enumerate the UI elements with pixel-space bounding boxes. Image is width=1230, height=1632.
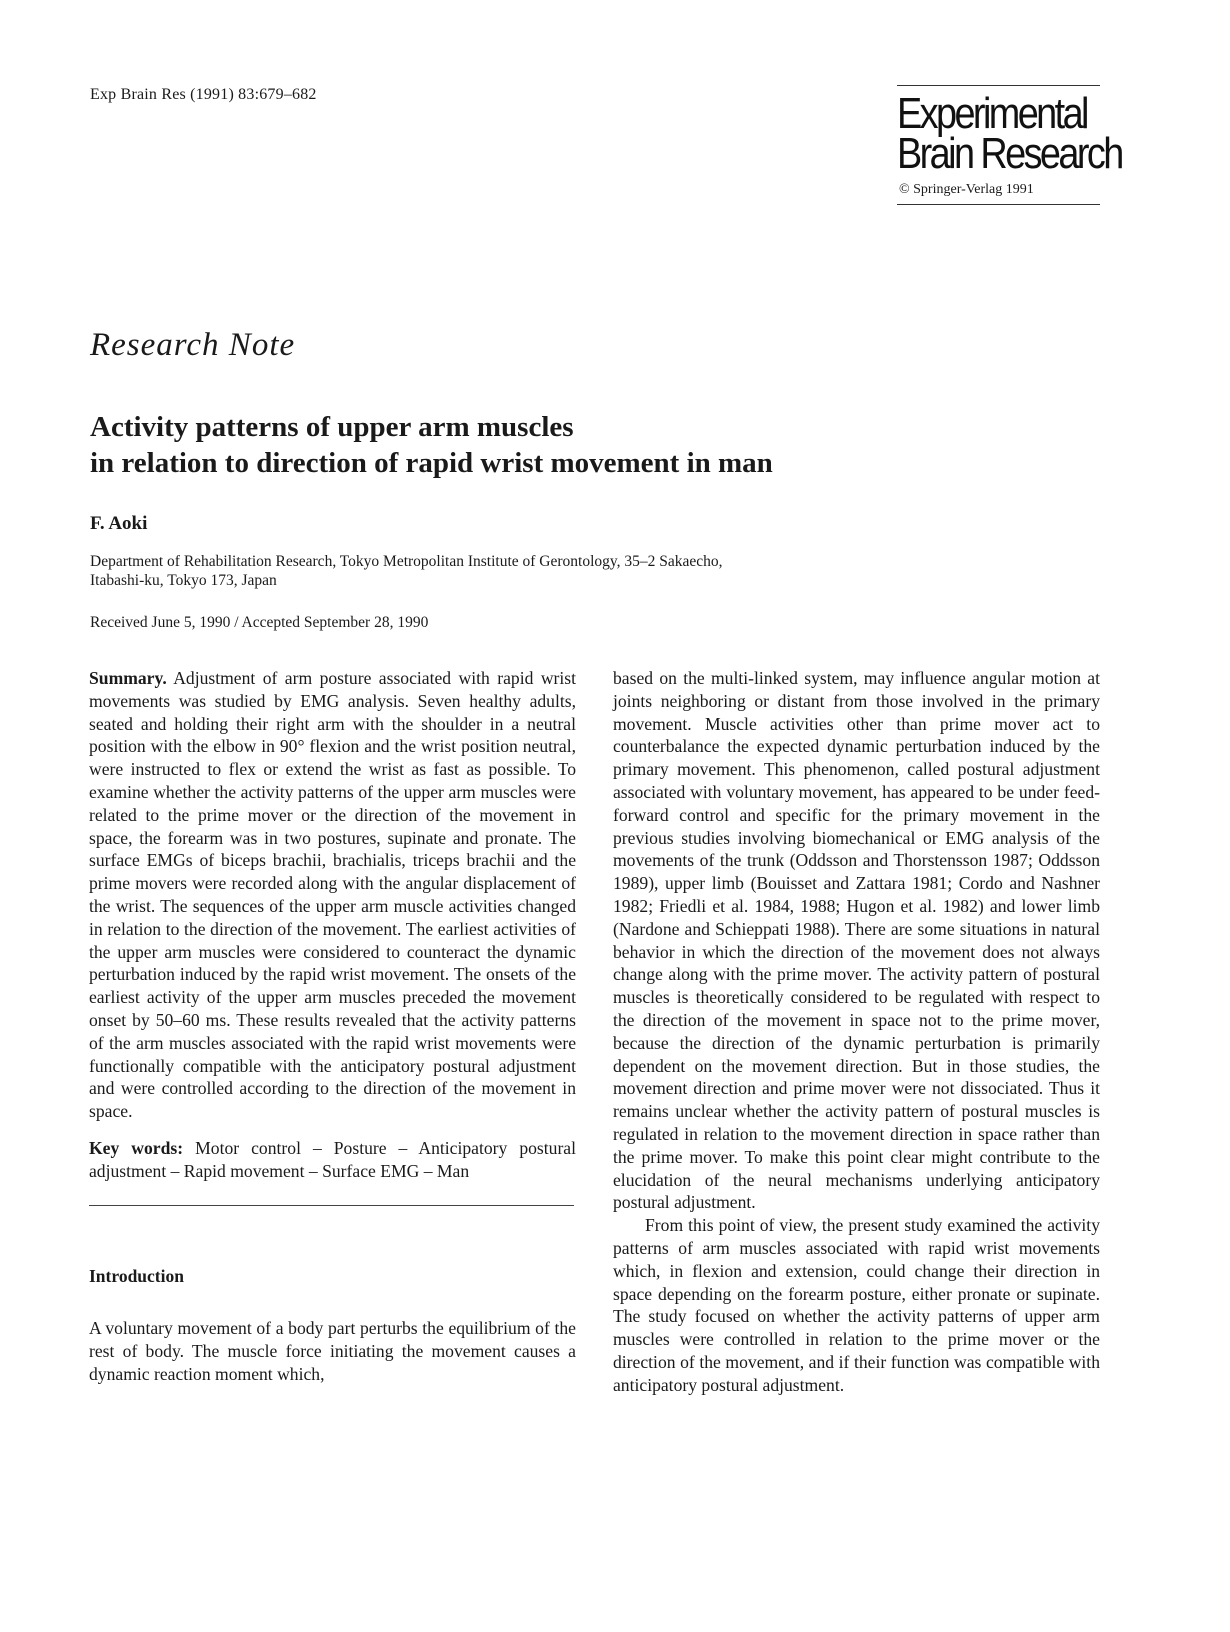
right-column [613, 667, 1100, 1397]
journal-masthead [897, 85, 1122, 205]
introduction-paragraph-1-start: A voluntary movement of a body part perturbs the equilibrium of the rest of body. The muscle force initiating the movement causes a dynamic reaction moment which, [89, 1318, 576, 1384]
affiliation-line-2: Itabashi-ku, Tokyo 173, Japan [90, 572, 277, 589]
affiliation-line-1: Department of Rehabilitation Research, Tokyo Metropolitan Institute of Gerontology, 35–2 Sakaecho, [90, 553, 723, 570]
abstract-divider [89, 1205, 574, 1206]
journal-citation: Exp Brain Res (1991) 83:679–682 [90, 86, 317, 103]
keywords-paragraph [89, 1137, 576, 1183]
journal-logo-line1: Experimental [897, 89, 1087, 138]
article-title [90, 409, 773, 481]
introduction-heading: Introduction [89, 1265, 184, 1286]
copyright-notice: © Springer-Verlag 1991 [899, 182, 1034, 197]
keywords-text: Motor control – Posture – Anticipatory postural adjustment – Rapid movement – Surface EMG – Man [89, 1137, 576, 1181]
received-dates: Received June 5, 1990 / Accepted September 28, 1990 [90, 614, 429, 631]
author-name: F. Aoki [90, 513, 148, 534]
author-affiliation [90, 552, 910, 590]
summary-text: Adjustment of arm posture associated with rapid wrist movements was studied by EMG analysis. Seven healthy adults, seated and holding their right arm with the shoulder in a neutral position with the elbow in 90° flexion and the wrist position neutral, were instructed to flex or extend the wrist as fast as possible. To examine whether the activity patterns of the upper arm muscles were related to the prime mover or the direction of the movement in space, the forearm was in two postures, supinate and pronate. The surface EMGs of biceps brachii, brachialis, triceps brachii and the prime movers were recorded along with the angular displacement of the wrist. The sequences of the upper arm muscle activities changed in relation to the direction of the movement. The earliest activities of the upper arm muscles were considered to counteract the dynamic perturbation induced by the rapid wrist movement. The onsets of the earliest activity of the upper arm muscles preceded the movement onset by 50–60 ms. These results revealed that the activity patterns of the arm muscles associated with the rapid wrist movements were functionally compatible with the anticipatory postural adjustment and were controlled according to the direction of the movement in space. [89, 668, 576, 1122]
introduction-paragraph-2: From this point of view, the present study examined the activity patterns of arm muscles associated with rapid wrist movements which, in flexion and extension, could change their direction in space depending on the forearm posture, either pronate or supinate. The study focused on whether the activity patterns of upper arm muscles were controlled in relation to the prime mover or the direction of the movement, and if their function was compatible with anticipatory postural adjustment. [613, 1215, 1100, 1395]
left-column [89, 667, 576, 1386]
summary-paragraph [89, 667, 576, 1123]
masthead-bottom-rule [897, 204, 1100, 205]
keywords-label: Key words: [89, 1137, 184, 1158]
title-line-2: in relation to direction of rapid wrist movement in man [90, 447, 773, 479]
journal-logo [897, 89, 1122, 178]
masthead-top-rule [897, 85, 1100, 86]
journal-logo-line2: Brain Research [897, 129, 1122, 178]
summary-label: Summary. [89, 668, 167, 688]
title-line-1: Activity patterns of upper arm muscles [90, 411, 574, 443]
article-type-label: Research Note [90, 327, 296, 363]
introduction-paragraph-1-continued: based on the multi-linked system, may influence angular motion at joints neighboring or distant from those involved in the primary movement. Muscle activities other than prime mover act to counterbalance the expected dynamic perturbation induced by the primary movement. This phenomenon, called postural adjustment associated with voluntary movement, has appeared to be under feed-forward control and specific for the primary movement in the previous studies involving biomechanical or EMG analysis of the movements of the trunk (Oddsson and Thorstensson 1987; Oddsson 1989), upper limb (Bouisset and Zattara 1981; Cordo and Nashner 1982; Friedli et al. 1984, 1988; Hugon et al. 1982) and lower limb (Nardone and Schieppati 1988). There are some situations in natural behavior in which the direction of the movement does not always change along with the prime mover. The activity pattern of postural muscles is theoretically considered to be regulated with respect to the direction of the movement in space not to the prime mover, because the direction of the dynamic perturbation is primarily dependent on the movement direction. But in those studies, the movement direction and prime mover were not dissociated. Thus it remains unclear whether the activity pattern of postural muscles is regulated in relation to the movement direction in space rather than the prime mover. To make this point clear might contribute to the elucidation of the neural mechanisms underlying anticipatory postural adjustment. [613, 668, 1100, 1213]
